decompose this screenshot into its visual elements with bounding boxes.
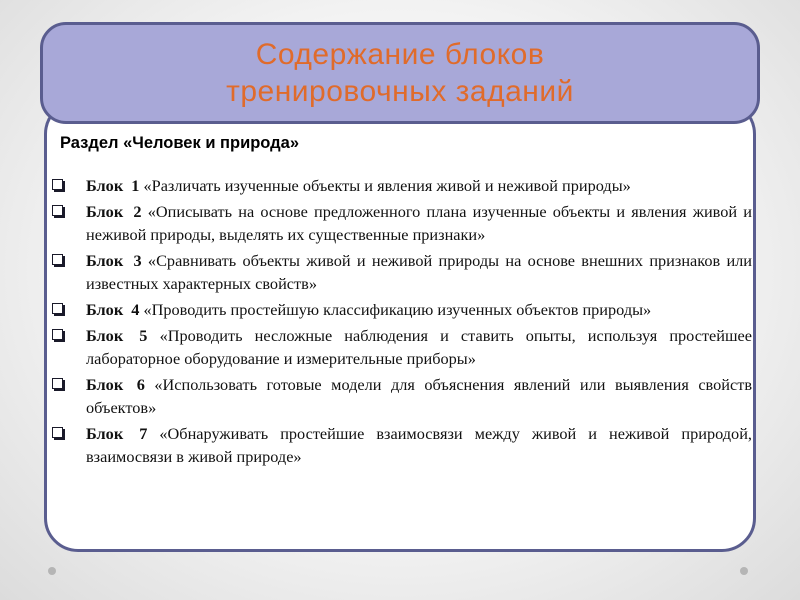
blocks-list xyxy=(52,174,752,471)
slide-title-line-2: тренировочных заданий xyxy=(226,75,574,108)
list-item xyxy=(52,174,752,197)
checkbox-bullet-icon xyxy=(52,205,68,216)
block-label: Блок 2 xyxy=(86,202,142,221)
block-description: «Описывать на основе предложенного плана изученные объекты и явления живой и неживой природы, выделять их существенные признаки» xyxy=(86,202,753,244)
block-text xyxy=(86,174,752,197)
block-label: Блок 5 xyxy=(86,326,148,345)
list-item xyxy=(52,298,752,321)
block-text xyxy=(86,249,752,295)
slide-title-line-1: Содержание блоков xyxy=(255,38,545,71)
list-item xyxy=(52,324,752,370)
checkbox-bullet-icon xyxy=(52,303,68,314)
checkbox-bullet-icon xyxy=(52,179,68,190)
block-description: «Проводить простейшую классификацию изученных объектов природы» xyxy=(143,300,652,319)
list-item xyxy=(52,249,752,295)
block-description: «Использовать готовые модели для объяснения явлений или выявления свойств объектов» xyxy=(86,375,753,417)
decorative-dot-right xyxy=(740,567,748,575)
block-label: Блок 4 xyxy=(86,300,140,319)
block-label: Блок 7 xyxy=(86,424,148,443)
block-description: «Проводить несложные наблюдения и ставить опыты, используя простейшее лабораторное оборудование и измерительные приборы» xyxy=(86,326,752,368)
list-item xyxy=(52,200,752,246)
decorative-dot-left xyxy=(48,567,56,575)
section-heading: Раздел «Человек и природа» xyxy=(60,134,300,152)
checkbox-bullet-icon xyxy=(52,427,68,438)
block-text xyxy=(86,324,752,370)
title-banner xyxy=(40,22,760,124)
list-item xyxy=(52,373,752,419)
block-label: Блок 6 xyxy=(86,375,145,394)
block-description: «Сравнивать объекты живой и неживой природы на основе внешних признаков или известных характерных свойств» xyxy=(86,251,752,293)
block-description: «Обнаруживать простейшие взаимосвязи между живой и неживой природой, взаимосвязи в живой природе» xyxy=(86,424,752,466)
block-description: «Различать изученные объекты и явления живой и неживой природы» xyxy=(143,176,631,195)
checkbox-bullet-icon xyxy=(52,254,68,265)
block-text xyxy=(86,200,752,246)
block-text xyxy=(86,298,752,321)
block-label: Блок 3 xyxy=(86,251,142,270)
list-item xyxy=(52,422,752,468)
block-text xyxy=(86,422,752,468)
checkbox-bullet-icon xyxy=(52,378,68,389)
checkbox-bullet-icon xyxy=(52,329,68,340)
block-text xyxy=(86,373,752,419)
block-label: Блок 1 xyxy=(86,176,140,195)
